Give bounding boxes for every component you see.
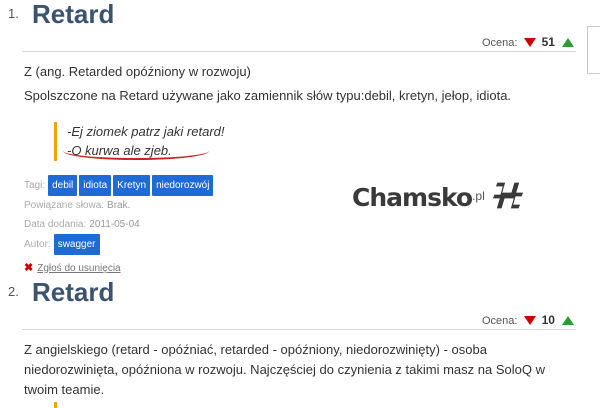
- date-added-label: Data dodania:: [24, 218, 87, 230]
- date-added-value: 2011-05-04: [89, 218, 140, 230]
- vote-up-icon[interactable]: [562, 316, 574, 325]
- related-words-value: Brak.: [107, 199, 131, 211]
- entry-definition: [0, 330, 600, 400]
- author-label: Autor:: [24, 238, 51, 250]
- tag-link[interactable]: debil: [48, 175, 77, 196]
- entry-number: 1.: [8, 6, 19, 21]
- date-added-row: [24, 215, 600, 234]
- tag-link[interactable]: Kretyn: [113, 175, 150, 196]
- rating-score: 51: [541, 34, 555, 49]
- definition-paragraph: Spolszczone na Retard używane jako zamiennik słów typu:debil, kretyn, jełop, idiota.: [24, 87, 512, 103]
- definition-paragraph: Z angielskiego (retard - opóźniać, retarded - opóźniony, niedorozwinięty) - osoba niedorozwinięta, opóźniona w rozwoju. Najczęściej do czynienia z takimi masz na SoloQ w twoim teamie.: [24, 341, 545, 397]
- quote-line: -O kurwa ale zjeb.: [67, 143, 172, 159]
- rating-label: Ocena:: [481, 36, 518, 49]
- vote-up-icon[interactable]: [562, 38, 574, 47]
- hash-logo-icon: [491, 180, 525, 213]
- vote-down-icon[interactable]: [524, 316, 536, 325]
- watermark-text: Chamsko: [352, 183, 473, 212]
- entry-definition: [0, 52, 600, 106]
- entry-title-row: [0, 278, 600, 307]
- entry-example-quote: [54, 122, 225, 161]
- author-row: [24, 234, 600, 255]
- site-watermark: [352, 180, 525, 213]
- rating-widget: [482, 313, 576, 327]
- tags-label: Tagi:: [24, 179, 46, 191]
- entry-number: 2.: [8, 284, 19, 299]
- vote-down-icon[interactable]: [524, 38, 536, 47]
- watermark-suffix: .pl: [472, 189, 485, 203]
- quote-bar-fragment: [54, 402, 57, 408]
- entry-rating-row: [22, 31, 576, 52]
- report-link[interactable]: Zgłoś do usunięcia: [37, 262, 121, 274]
- tag-link[interactable]: niedorozwój: [152, 175, 213, 196]
- delete-x-icon: ✖: [24, 261, 34, 274]
- related-words-label: Powiązane słowa:: [24, 199, 105, 211]
- author-link[interactable]: swagger: [54, 234, 100, 255]
- tag-link[interactable]: idiota: [79, 175, 111, 196]
- entry-title-row: [0, 0, 600, 29]
- page-title: Retard: [32, 0, 115, 29]
- rating-widget: [482, 35, 576, 49]
- page-title: Retard: [32, 277, 115, 307]
- rating-label: Ocena:: [481, 314, 518, 327]
- quote-line: -Ej ziomek patrz jaki retard!: [67, 123, 225, 139]
- report-row[interactable]: [0, 255, 600, 274]
- rating-score: 10: [541, 312, 555, 327]
- entry-rating-row: [22, 309, 576, 330]
- dictionary-entry-2: [0, 278, 600, 404]
- definition-paragraph: Z (ang. Retarded opóźniony w rozwoju): [24, 63, 251, 79]
